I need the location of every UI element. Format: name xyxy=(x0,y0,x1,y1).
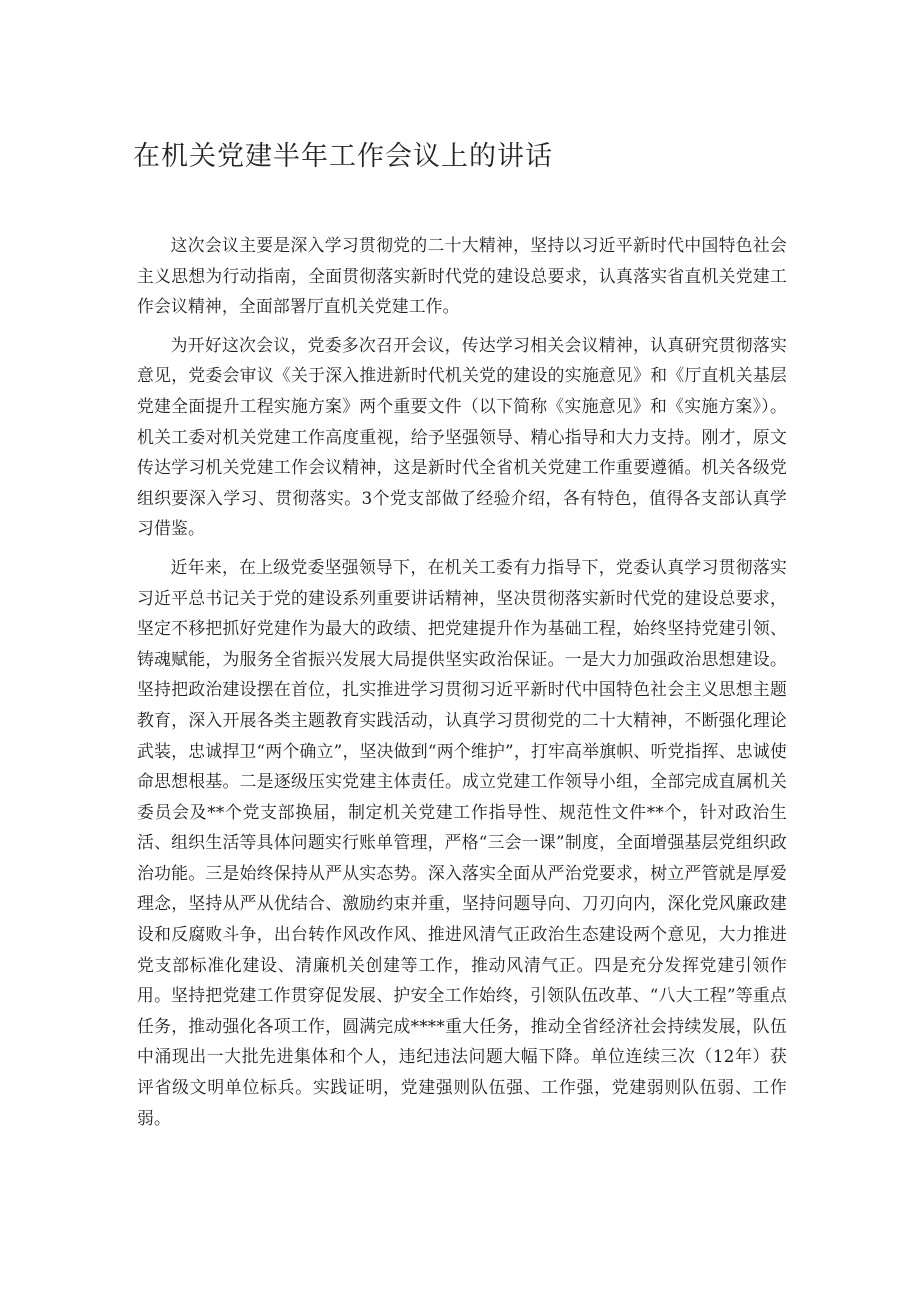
paragraph-1: 这次会议主要是深入学习贯彻党的二十大精神，坚持以习近平新时代中国特色社会主义思想为行动指南，全面贯彻落实新时代党的建设总要求，认真落实省直机关党建工作会议精神，全面部署厅直机关党建工作。 xyxy=(137,235,787,317)
document-body xyxy=(137,230,787,1141)
paragraph-3: 近年来，在上级党委坚强领导下，在机关工委有力指导下，党委认真学习贯彻落实习近平总书记关于党的建设系列重要讲话精神，坚决贯彻落实新时代党的建设总要求，坚定不移把抓好党建作为最大的政绩、把党建提升作为基础工程，始终坚持党建引领、铸魂赋能，为服务全省振兴发展大局提供坚实政治保证。一是大力加强政治思想建设。坚持把政治建设摆在首位，扎实推进学习贯彻习近平新时代中国特色社会主义思想主题教育，深入开展各类主题教育实践活动，认真学习贯彻党的二十大精神，不断强化理论武装，忠诚捍卫“两个确立”，坚决做到“两个维护”，打牢高举旗帜、听党指挥、忠诚使命思想根基。二是逐级压实党建主体责任。成立党建工作领导小组，全部完成直属机关委员会及**个党支部换届，制定机关党建工作指导性、规范性文件**个，针对政治生活、组织生活等具体问题实行账单管理，严格“三会一课”制度，全面增强基层党组织政治功能。三是始终保持从严从实态势。深入落实全面从严治党要求，树立严管就是厚爱理念，坚持从严从优结合、激励约束并重，坚持问题导向、刀刃向内，深化党风廉政建设和反腐败斗争，出台转作风改作风、推进风清气正政治生态建设两个意见，大力推进党支部标准化建设、清廉机关创建等工作，推动风清气正。四是充分发挥党建引领作用。坚持把党建工作贯穿促发展、护安全工作始终，引领队伍改革、“八大工程”等重点任务，推动强化各项工作，圆满完成****重大任务，推动全省经济社会持续发展，队伍中涌现出一大批先进集体和个人，违纪违法问题大幅下降。单位连续三次（12年）获评省级文明单位标兵。实践证明，党建强则队伍强、工作强，党建弱则队伍弱、工作弱。 xyxy=(137,556,787,1128)
paragraph-2: 为开好这次会议，党委多次召开会议，传达学习相关会议精神，认真研究贯彻落实意见，党委会审议《关于深入推进新时代机关党的建设的实施意见》和《厅直机关基层党建全面提升工程实施方案》两个重要文件（以下简称《实施意见》和《实施方案》）。机关工委对机关党建工作高度重视，给予坚强领导、精心指导和大力支持。刚才，原文传达学习机关党建工作会议精神，这是新时代全省机关党建工作重要遵循。机关各级党组织要深入学习、贯彻落实。3个党支部做了经验介绍，各有特色，值得各支部认真学习借鉴。 xyxy=(137,334,787,539)
document-title: 在机关党建半年工作会议上的讲话 xyxy=(133,141,553,172)
